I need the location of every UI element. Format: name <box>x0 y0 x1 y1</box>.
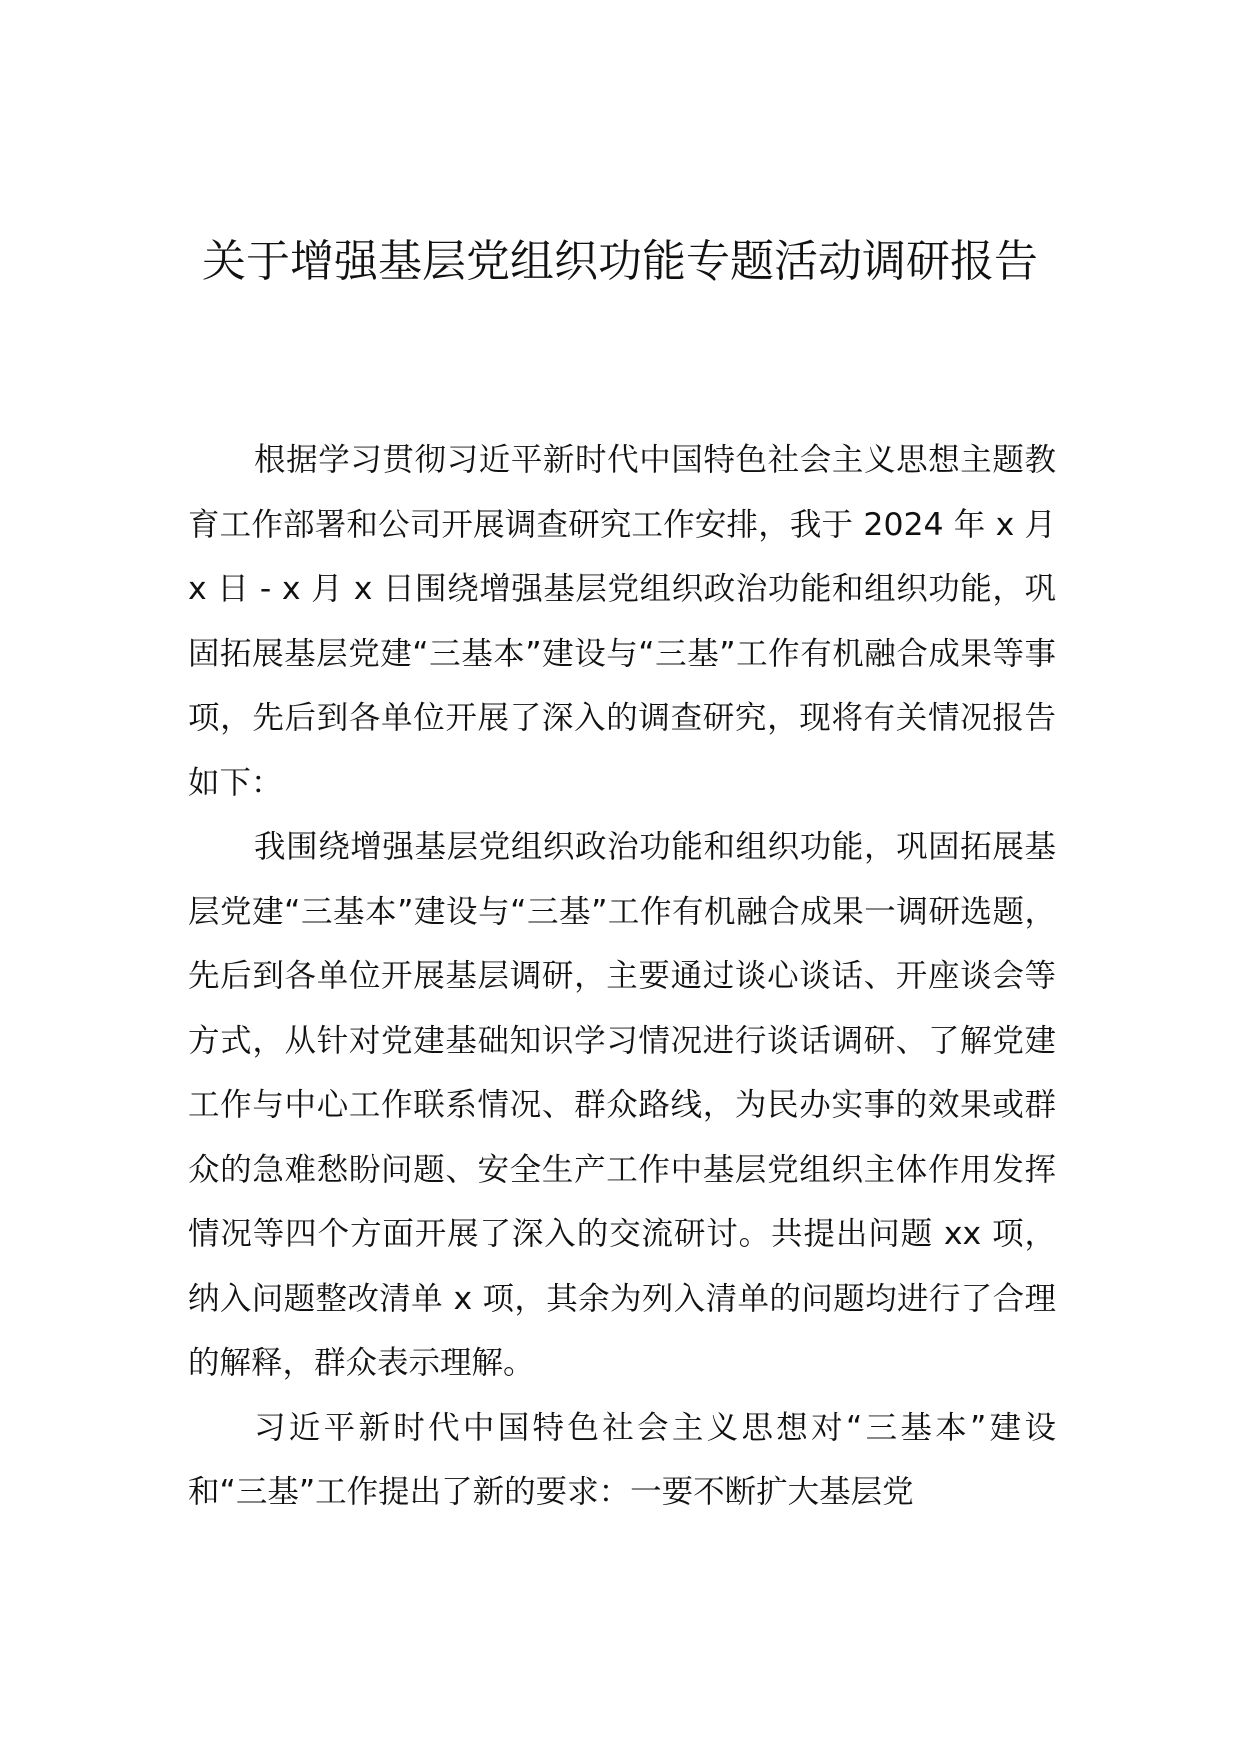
paragraph-2: 我围绕增强基层党组织政治功能和组织功能，巩固拓展基层党建“三基本”建设与“三基”工作有机融合成果一调研选题，先后到各单位开展基层调研，主要通过谈心谈话、开座谈会等方式，从针对党建基础知识学习情况进行谈话调研、了解党建工作与中心工作联系情况、群众路线，为民办实事的效果或群众的急难愁盼问题、安全生产工作中基层党组织主体作用发挥情况等四个方面开展了深入的交流研讨。共提出问题 xx 项，纳入问题整改清单 x 项，其余为列入清单的问题均进行了合理的解释，群众表示理解。 <box>188 829 1056 1381</box>
document-body <box>188 428 1056 1525</box>
paragraph-1: 根据学习贯彻习近平新时代中国特色社会主义思想主题教育工作部署和公司开展调查研究工作安排，我于 2024 年 x 月 x 日 - x 月 x 日围绕增强基层党组织政治功能和组织功能，巩固拓展基层党建“三基本”建设与“三基”工作有机融合成果等事项，先后到各单位开展了深入的调查研究，现将有关情况报告如下： <box>188 442 1056 801</box>
document-title: 关于增强基层党组织功能专题活动调研报告 <box>202 236 1038 287</box>
paragraph-3: 习近平新时代中国特色社会主义思想对“三基本”建设和“三基”工作提出了新的要求：一要不断扩大基层党 <box>188 1409 1056 1510</box>
